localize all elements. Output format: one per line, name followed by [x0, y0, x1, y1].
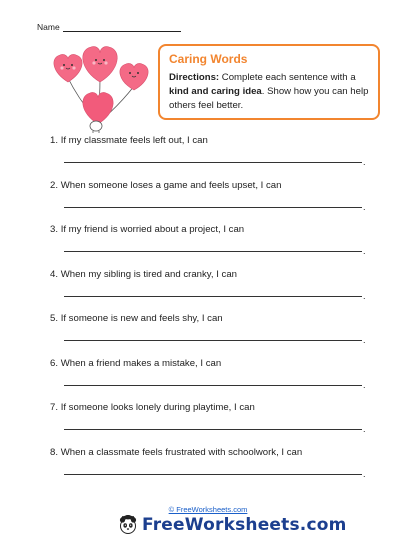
heart-left-icon	[54, 54, 82, 82]
question-item	[50, 447, 370, 492]
question-item	[50, 269, 370, 314]
directions-text	[169, 71, 370, 113]
answer-period: .	[363, 424, 366, 434]
question-number: 5.	[50, 313, 59, 324]
question-text	[50, 402, 370, 413]
question-text	[50, 447, 370, 458]
question-prompt: If someone is new and feels shy, I can	[60, 313, 223, 324]
directions-text-2: . Show how you can help others feel better.	[169, 86, 369, 111]
panda-logo-icon	[118, 515, 138, 535]
answer-period: .	[363, 379, 366, 390]
directions-label: Directions:	[169, 72, 220, 83]
answer-period: .	[363, 246, 366, 256]
question-prompt: When someone loses a game and feels upset, I can	[60, 179, 282, 191]
question-text	[50, 224, 370, 235]
question-prompt: When a classmate feels frustrated with schoolwork, I can	[60, 446, 303, 458]
question-item	[50, 358, 370, 403]
hearts-illustration	[38, 38, 160, 133]
directions-title: Caring Words	[169, 52, 248, 66]
question-item	[50, 224, 370, 269]
answer-line[interactable]	[64, 474, 362, 475]
name-row	[37, 22, 181, 32]
footer-copyright-link[interactable]: © FreeWorksheets.com	[168, 505, 248, 514]
question-number: 8.	[50, 446, 59, 458]
answer-period: .	[363, 290, 366, 301]
person-figure	[90, 121, 102, 133]
question-prompt: When my sibling is tired and cranky, I can	[60, 268, 238, 280]
question-prompt: When a friend makes a mistake, I can	[60, 357, 222, 369]
question-item	[50, 135, 370, 180]
answer-line[interactable]	[64, 340, 362, 341]
question-number: 3.	[50, 224, 59, 235]
question-text	[50, 180, 370, 191]
answer-line[interactable]	[64, 251, 362, 252]
answer-line[interactable]	[64, 296, 362, 297]
question-text	[50, 358, 370, 369]
directions-emphasis: kind and caring idea	[169, 86, 262, 97]
questions-list	[50, 135, 370, 491]
question-number: 2.	[50, 179, 59, 191]
directions-text-1: Complete each sentence with a	[219, 72, 356, 83]
question-number: 1.	[50, 135, 59, 146]
name-label: Name	[37, 22, 60, 32]
question-number: 4.	[50, 268, 59, 280]
question-number: 7.	[50, 402, 59, 413]
answer-period: .	[363, 157, 366, 167]
answer-line[interactable]	[64, 429, 362, 430]
question-number: 6.	[50, 357, 59, 369]
question-prompt: If my friend is worried about a project, I can	[60, 224, 245, 235]
heart-bottom-icon	[83, 92, 113, 124]
question-text	[50, 313, 370, 324]
name-blank-line[interactable]	[63, 23, 181, 32]
question-item	[50, 180, 370, 225]
answer-period: .	[363, 468, 366, 479]
answer-line[interactable]	[64, 385, 362, 386]
footer-logo-text: FreeWorksheets.com	[142, 515, 347, 535]
answer-line[interactable]	[64, 162, 362, 163]
question-text	[50, 269, 370, 280]
answer-line[interactable]	[64, 207, 362, 208]
answer-period: .	[363, 335, 366, 345]
question-prompt: If someone looks lonely during playtime, I can	[60, 402, 255, 413]
question-prompt: If my classmate feels left out, I can	[60, 135, 208, 146]
answer-period: .	[363, 201, 366, 212]
directions-box	[158, 44, 380, 120]
question-text	[50, 135, 370, 146]
question-item	[50, 313, 370, 358]
question-item	[50, 402, 370, 447]
footer-logo[interactable]	[118, 515, 347, 535]
